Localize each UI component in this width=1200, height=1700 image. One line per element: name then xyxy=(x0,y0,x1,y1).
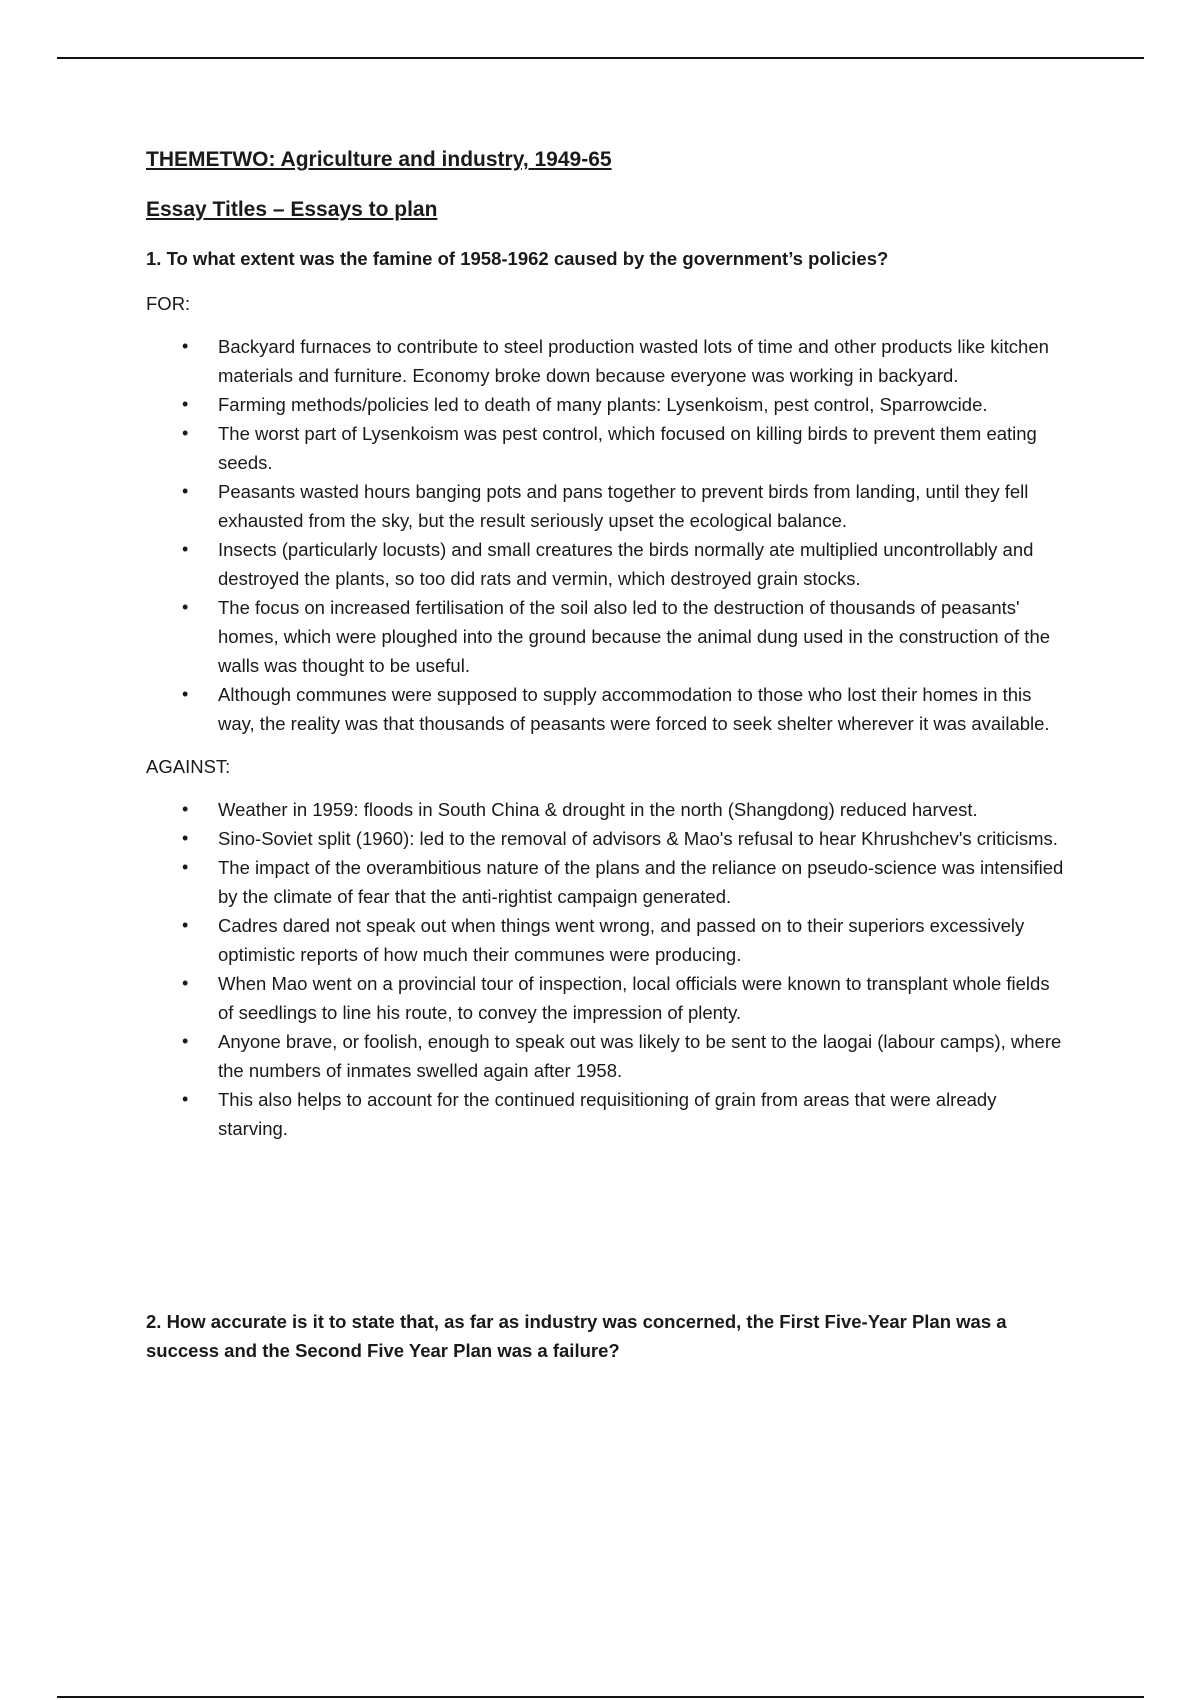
bullet-icon: • xyxy=(182,1089,189,1109)
bottom-rule xyxy=(57,1696,1144,1698)
list-item xyxy=(146,1085,1066,1143)
top-rule xyxy=(57,57,1144,59)
list-item-text: Backyard furnaces to contribute to steel production wasted lots of time and other products like kitchen materials and furniture. Economy broke down because everyone was working in backyard. xyxy=(218,336,1049,386)
list-item-text: Farming methods/policies led to death of many plants: Lysenkoism, pest control, Sparrowcide. xyxy=(218,394,988,415)
list-item-text: Although communes were supposed to supply accommodation to those who lost their homes in this way, the reality was that thousands of peasants were forced to seek shelter wherever it was available. xyxy=(218,684,1050,734)
bullet-icon: • xyxy=(182,799,189,819)
bullet-icon: • xyxy=(182,597,189,617)
bullet-icon: • xyxy=(182,915,189,935)
bullet-icon: • xyxy=(182,684,189,704)
list-item-text: The focus on increased fertilisation of the soil also led to the destruction of thousands of peasants' homes, which were ploughed into the ground because the animal dung used in the construction of the walls was thought to be useful. xyxy=(218,597,1051,676)
document-body xyxy=(146,146,1066,1381)
against-label: AGAINST: xyxy=(146,756,231,777)
list-item xyxy=(146,593,1066,680)
list-item xyxy=(146,911,1066,969)
bullet-icon: • xyxy=(182,857,189,877)
list-item-text: The worst part of Lysenkoism was pest control, which focused on killing birds to prevent them eating seeds. xyxy=(218,423,1037,473)
theme-title: THEMETWO: Agriculture and industry, 1949-65 xyxy=(146,148,612,171)
bullet-icon: • xyxy=(182,423,189,443)
list-item-text: When Mao went on a provincial tour of inspection, local officials were known to transplant whole fields of seedlings to line his route, to convey the impression of plenty. xyxy=(218,973,1050,1023)
list-item-text: Sino-Soviet split (1960): led to the removal of advisors & Mao's refusal to hear Khrushchev's criticisms. xyxy=(218,828,1058,849)
list-item xyxy=(146,390,1066,419)
bullet-icon: • xyxy=(182,481,189,501)
list-item-text: The impact of the overambitious nature of the plans and the reliance on pseudo-science was intensified by the climate of fear that the anti-rightist campaign generated. xyxy=(218,857,1064,907)
list-item xyxy=(146,535,1066,593)
bullet-icon: • xyxy=(182,828,189,848)
bullet-icon: • xyxy=(182,336,189,356)
list-item-text: Cadres dared not speak out when things went wrong, and passed on to their superiors excessively optimistic reports of how much their communes were producing. xyxy=(218,915,1025,965)
list-item-text: This also helps to account for the continued requisitioning of grain from areas that were already starving. xyxy=(218,1089,997,1139)
list-item xyxy=(146,795,1066,824)
list-item xyxy=(146,332,1066,390)
bullet-icon: • xyxy=(182,394,189,414)
bullet-icon: • xyxy=(182,1031,189,1051)
bullet-icon: • xyxy=(182,973,189,993)
list-item xyxy=(146,824,1066,853)
list-item xyxy=(146,680,1066,738)
list-item xyxy=(146,477,1066,535)
for-label: FOR: xyxy=(146,293,191,314)
essay-heading: Essay Titles – Essays to plan xyxy=(146,198,438,221)
list-item-text: Weather in 1959: floods in South China & drought in the north (Shangdong) reduced harvest. xyxy=(218,799,978,820)
question-2-title: 2. How accurate is it to state that, as far as industry was concerned, the First Five-Year Plan was a success and the Second Five Year Plan was a failure? xyxy=(146,1311,1007,1361)
bullet-icon: • xyxy=(182,539,189,559)
spacer xyxy=(146,1157,1066,1307)
list-item-text: Peasants wasted hours banging pots and pans together to prevent birds from landing, until they fell exhausted from the sky, but the result seriously upset the ecological balance. xyxy=(218,481,1029,531)
against-points-list xyxy=(146,795,1066,1143)
list-item xyxy=(146,419,1066,477)
for-points-list xyxy=(146,332,1066,738)
list-item xyxy=(146,853,1066,911)
list-item-text: Insects (particularly locusts) and small creatures the birds normally ate multiplied uncontrollably and destroyed the plants, so too did rats and vermin, which destroyed grain stocks. xyxy=(218,539,1034,589)
list-item xyxy=(146,1027,1066,1085)
list-item xyxy=(146,969,1066,1027)
list-item-text: Anyone brave, or foolish, enough to speak out was likely to be sent to the laogai (labour camps), where the numbers of inmates swelled again after 1958. xyxy=(218,1031,1062,1081)
question-1-title: 1. To what extent was the famine of 1958-1962 caused by the government’s policies? xyxy=(146,248,889,269)
